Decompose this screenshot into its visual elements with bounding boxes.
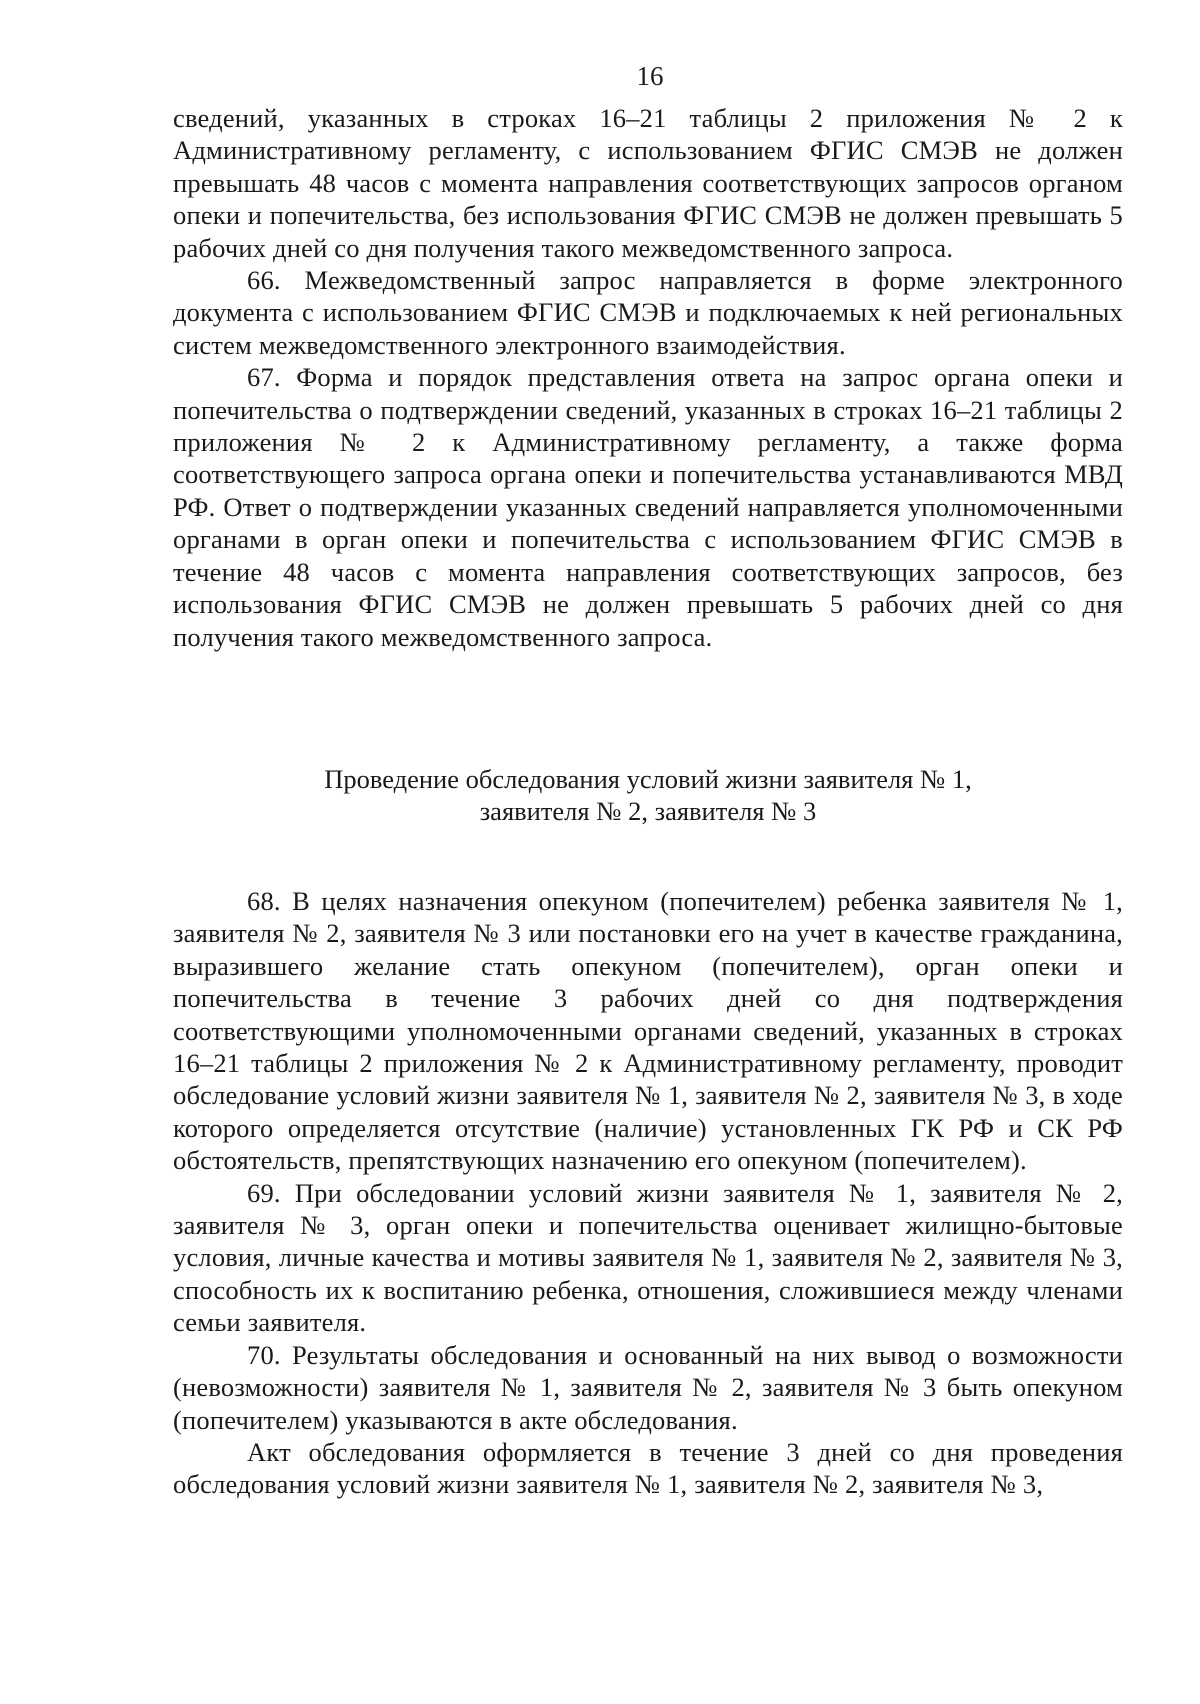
paragraph-70: 70. Результаты обследования и основанный на них вывод о возможности (невозможности) заявителя № 1, заявителя № 2, заявителя № 3 быть опекуном (попечителем) указываются в акте обследования. <box>173 1339 1123 1435</box>
section-heading-line-2: заявителя № 2, заявителя № 3 <box>479 796 817 827</box>
paragraph-69: 69. При обследовании условий жизни заявителя № 1, заявителя № 2, заявителя № 3, орган опеки и попечительства оценивает жилищно-бытовые условия, личные качества и мотивы заявителя № 1, заявителя № 2, заявителя № 3, способность их к воспитанию ребенка, отношения, сложившиеся между членами семьи заявителя. <box>173 1177 1123 1338</box>
section-heading <box>173 763 1123 828</box>
paragraph-66: 66. Межведомственный запрос направляется в форме электронного документа с использованием ФГИС СМЭВ и подключаемых к ней региональных систем межведомственного электронного взаимодействия. <box>173 265 1123 360</box>
paragraph-68: 68. В целях назначения опекуном (попечителем) ребенка заявителя № 1, заявителя № 2, заявителя № 3 или постановки его на учет в качестве гражданина, выразившего желание стать опекуном (попечителем), орган опеки и попечительства в течение 3 рабочих дней со дня подтверждения соответствующими уполномоченными органами сведений, указанных в строках 16–21 таблицы 2 приложения № 2 к Административному регламенту, проводит обследование условий жизни заявителя № 1, заявителя № 2, заявителя № 3, в ходе которого определяется отсутствие (наличие) установленных ГК РФ и СК РФ обстоятельств, препятствующих назначению его опекуном (попечителем). <box>173 886 1123 1176</box>
paragraph-67: 67. Форма и порядок представления ответа на запрос органа опеки и попечительства о подтверждении сведений, указанных в строках 16–21 таблицы 2 приложения № 2 к Административному регламенту, а также форма соответствующего запроса органа опеки и попечительства устанавливаются МВД РФ. Ответ о подтверждении указанных сведений направляется уполномоченными органами в орган опеки и попечительства с использованием ФГИС СМЭВ в течение 48 часов с момента направления соответствующих запросов, без использования ФГИС СМЭВ не должен превышать 5 рабочих дней со дня получения такого межведомственного запроса. <box>173 362 1123 652</box>
top-text-block <box>173 102 1123 653</box>
paragraph-act: Акт обследования оформляется в течение 3 дней со дня проведения обследования условий жизни заявителя № 1, заявителя № 2, заявителя № 3, <box>173 1436 1123 1500</box>
section-heading-line-1: Проведение обследования условий жизни заявителя № 1, <box>324 764 972 794</box>
bottom-text-block <box>173 885 1123 1501</box>
page-number: 16 <box>636 61 664 91</box>
paragraph-continuation: сведений, указанных в строках 16–21 таблицы 2 приложения № 2 к Административному регламенту, с использованием ФГИС СМЭВ не должен превышать 48 часов с момента направления соответствующих запросов органом опеки и попечительства, без использования ФГИС СМЭВ не должен превышать 5 рабочих дней со дня получения такого межведомственного запроса. <box>173 103 1123 263</box>
